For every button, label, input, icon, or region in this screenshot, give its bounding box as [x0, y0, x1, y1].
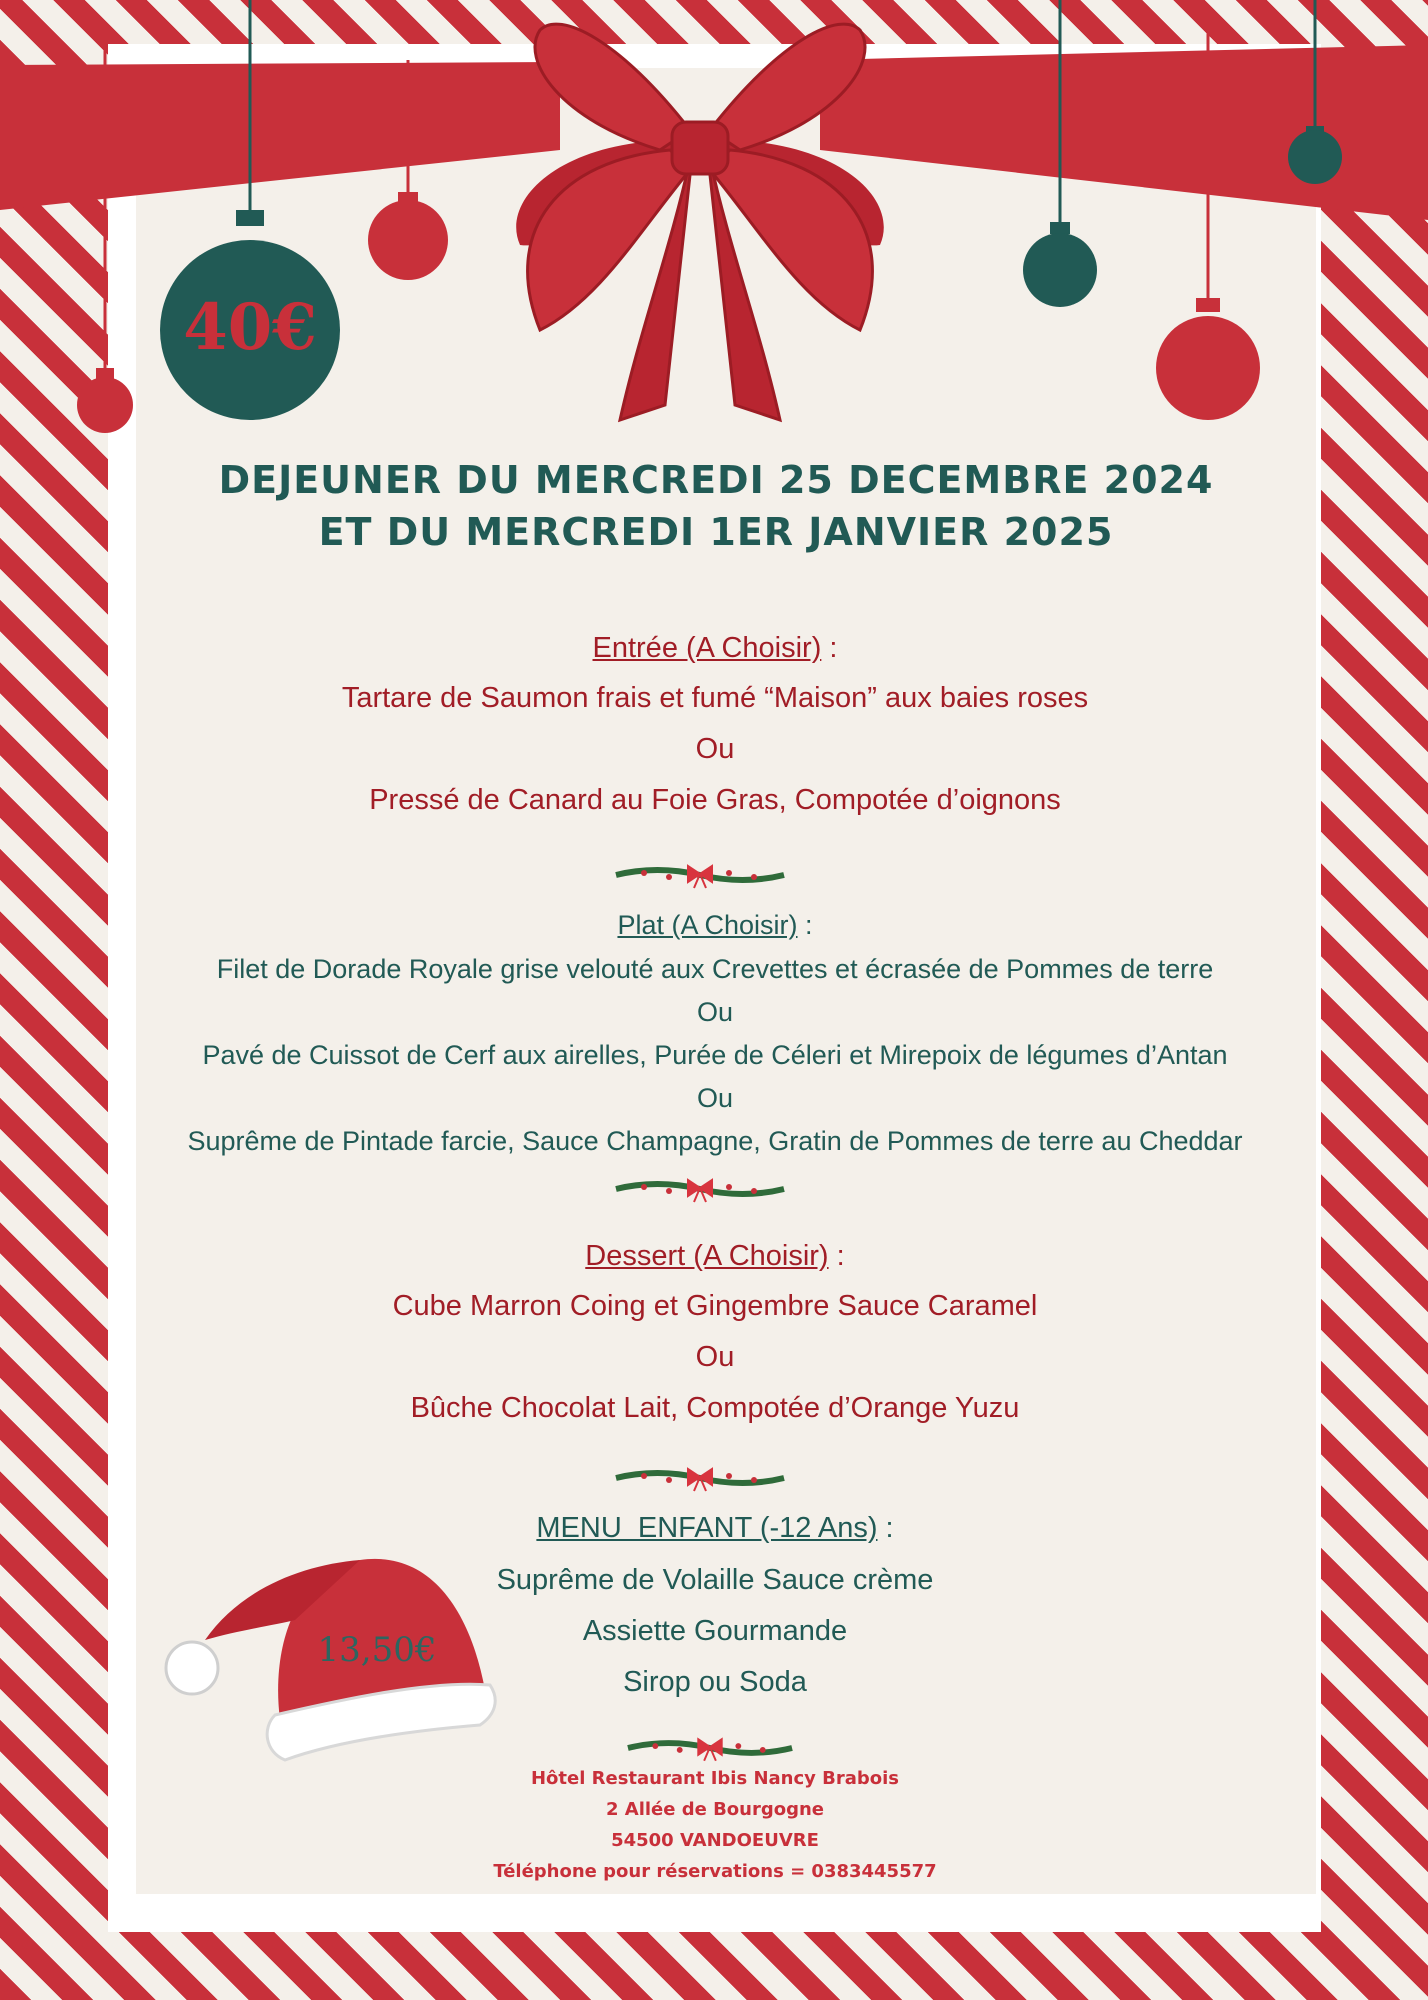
dessert-or: Ou — [695, 1341, 735, 1373]
dessert-option-1: Cube Marron Coing et Gingembre Sauce Caramel — [392, 1290, 1038, 1322]
entree-or: Ou — [695, 733, 735, 765]
plat-heading: Plat (A Choisir) : — [617, 910, 813, 940]
holly-garland-icon — [614, 860, 786, 890]
holly-garland-icon — [614, 1174, 786, 1204]
enfant-heading: MENU ENFANT (-12 Ans) : — [536, 1512, 894, 1544]
entree-heading: Entrée (A Choisir) : — [592, 632, 838, 664]
ornament-icon — [1156, 20, 1260, 420]
enfant-item-1: Suprême de Volaille Sauce crème — [496, 1564, 934, 1596]
footer-city: 54500 VANDOEUVRE — [611, 1830, 819, 1851]
dessert-option-2: Bûche Chocolat Lait, Compotée d’Orange Yuzu — [410, 1392, 1020, 1424]
ornament-icon — [77, 50, 133, 433]
enfant-item-3: Sirop ou Soda — [623, 1666, 807, 1698]
ornament-icon — [1023, 0, 1097, 307]
entree-option-2: Pressé de Canard au Foie Gras, Compotée d’oignons — [369, 784, 1061, 816]
plat-option-3: Suprême de Pintade farcie, Sauce Champagne, Gratin de Pommes de terre au Cheddar — [187, 1126, 1243, 1156]
footer-hotel-name: Hôtel Restaurant Ibis Nancy Brabois — [530, 1768, 900, 1789]
holly-garland-icon — [626, 1733, 794, 1763]
footer-address: 2 Allée de Bourgogne — [605, 1799, 825, 1820]
dessert-heading: Dessert (A Choisir) : — [585, 1240, 845, 1272]
holly-garland-icon — [614, 1463, 786, 1493]
plat-option-1: Filet de Dorade Royale grise velouté aux Crevettes et écrasée de Pommes de terre — [216, 954, 1214, 984]
kids-price-label: 13,50€ — [317, 1630, 437, 1670]
ornament-icon — [368, 60, 448, 280]
plat-or-2: Ou — [696, 1083, 734, 1113]
ornament-icon — [1288, 0, 1342, 184]
title-line-1: DEJEUNER DU MERCREDI 25 DECEMBRE 2024 — [218, 458, 1214, 502]
plat-option-2: Pavé de Cuissot de Cerf aux airelles, Purée de Céleri et Mirepoix de légumes d’Antan — [202, 1040, 1228, 1070]
enfant-item-2: Assiette Gourmande — [582, 1615, 848, 1647]
plat-or-1: Ou — [696, 997, 734, 1027]
footer-phone: Téléphone pour réservations = 0383445577 — [493, 1861, 937, 1882]
bow-icon — [528, 24, 873, 420]
title-line-2: ET DU MERCREDI 1ER JANVIER 2025 — [318, 510, 1114, 554]
entree-option-1: Tartare de Saumon frais et fumé “Maison” aux baies roses — [341, 682, 1089, 714]
price-label: 40€ — [183, 290, 317, 365]
